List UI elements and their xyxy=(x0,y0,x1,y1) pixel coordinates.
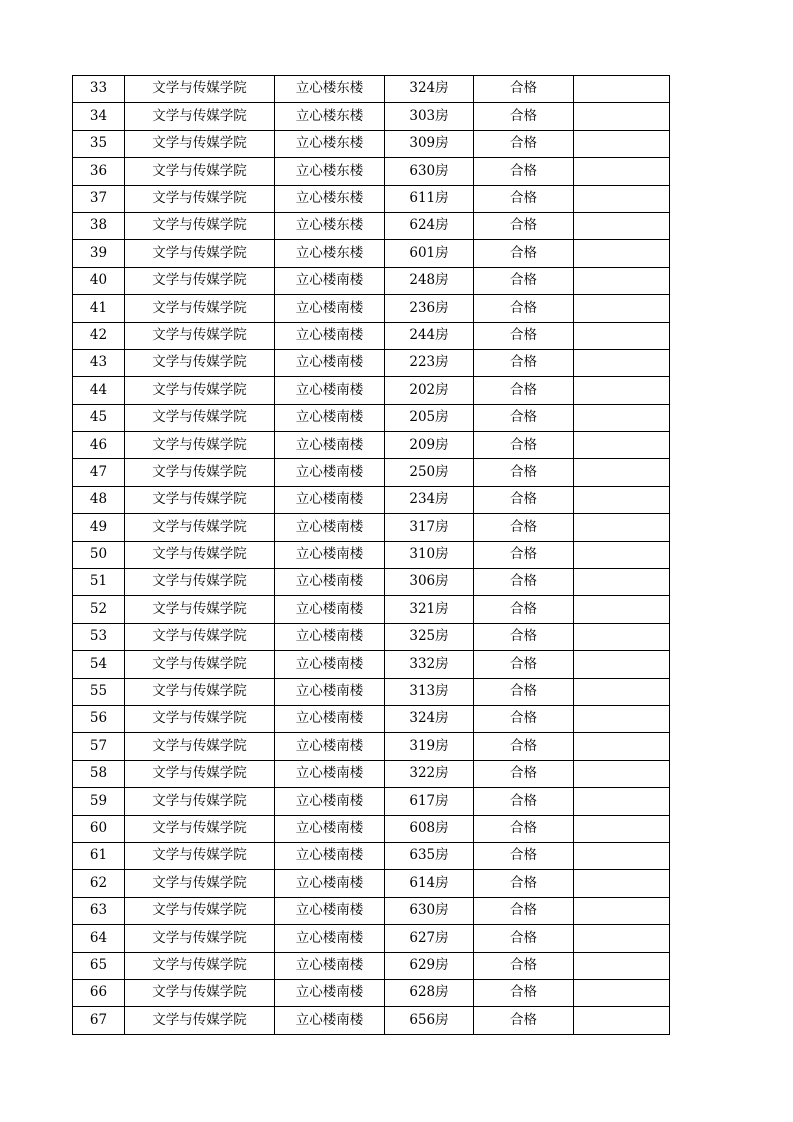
room-cell: 324房 xyxy=(385,705,474,732)
building-cell: 立心楼南楼 xyxy=(275,514,385,541)
remark-cell xyxy=(574,1007,670,1034)
table-row xyxy=(73,541,670,568)
remark-cell xyxy=(574,76,670,103)
table-row xyxy=(73,705,670,732)
result-cell: 合格 xyxy=(474,596,574,623)
table-row xyxy=(73,788,670,815)
remark-cell xyxy=(574,322,670,349)
remark-cell xyxy=(574,267,670,294)
row-number-cell: 49 xyxy=(73,514,125,541)
row-number-cell: 36 xyxy=(73,158,125,185)
room-cell: 234房 xyxy=(385,486,474,513)
building-cell: 立心楼南楼 xyxy=(275,596,385,623)
remark-cell xyxy=(574,212,670,239)
college-cell: 文学与传媒学院 xyxy=(125,596,275,623)
result-cell: 合格 xyxy=(474,952,574,979)
college-cell: 文学与传媒学院 xyxy=(125,459,275,486)
result-cell: 合格 xyxy=(474,185,574,212)
table-row xyxy=(73,76,670,103)
building-cell: 立心楼东楼 xyxy=(275,212,385,239)
result-cell: 合格 xyxy=(474,925,574,952)
room-cell: 209房 xyxy=(385,432,474,459)
room-cell: 309房 xyxy=(385,130,474,157)
building-cell: 立心楼南楼 xyxy=(275,295,385,322)
result-cell: 合格 xyxy=(474,1007,574,1034)
college-cell: 文学与传媒学院 xyxy=(125,240,275,267)
inspection-table xyxy=(72,75,670,1035)
building-cell: 立心楼南楼 xyxy=(275,705,385,732)
result-cell: 合格 xyxy=(474,404,574,431)
result-cell: 合格 xyxy=(474,158,574,185)
college-cell: 文学与传媒学院 xyxy=(125,514,275,541)
college-cell: 文学与传媒学院 xyxy=(125,212,275,239)
result-cell: 合格 xyxy=(474,240,574,267)
row-number-cell: 34 xyxy=(73,103,125,130)
room-cell: 601房 xyxy=(385,240,474,267)
room-cell: 322房 xyxy=(385,760,474,787)
table-row xyxy=(73,377,670,404)
room-cell: 624房 xyxy=(385,212,474,239)
table-row xyxy=(73,952,670,979)
remark-cell xyxy=(574,651,670,678)
remark-cell xyxy=(574,569,670,596)
result-cell: 合格 xyxy=(474,103,574,130)
remark-cell xyxy=(574,788,670,815)
row-number-cell: 45 xyxy=(73,404,125,431)
result-cell: 合格 xyxy=(474,349,574,376)
building-cell: 立心楼南楼 xyxy=(275,842,385,869)
building-cell: 立心楼南楼 xyxy=(275,623,385,650)
building-cell: 立心楼南楼 xyxy=(275,486,385,513)
room-cell: 630房 xyxy=(385,897,474,924)
room-cell: 324房 xyxy=(385,76,474,103)
building-cell: 立心楼南楼 xyxy=(275,432,385,459)
result-cell: 合格 xyxy=(474,514,574,541)
table-row xyxy=(73,432,670,459)
remark-cell xyxy=(574,158,670,185)
building-cell: 立心楼东楼 xyxy=(275,130,385,157)
table-row xyxy=(73,870,670,897)
college-cell: 文学与传媒学院 xyxy=(125,377,275,404)
college-cell: 文学与传媒学院 xyxy=(125,185,275,212)
result-cell: 合格 xyxy=(474,678,574,705)
result-cell: 合格 xyxy=(474,486,574,513)
college-cell: 文学与传媒学院 xyxy=(125,815,275,842)
row-number-cell: 43 xyxy=(73,349,125,376)
building-cell: 立心楼南楼 xyxy=(275,267,385,294)
building-cell: 立心楼南楼 xyxy=(275,322,385,349)
result-cell: 合格 xyxy=(474,733,574,760)
college-cell: 文学与传媒学院 xyxy=(125,705,275,732)
college-cell: 文学与传媒学院 xyxy=(125,925,275,952)
remark-cell xyxy=(574,596,670,623)
result-cell: 合格 xyxy=(474,459,574,486)
college-cell: 文学与传媒学院 xyxy=(125,322,275,349)
college-cell: 文学与传媒学院 xyxy=(125,651,275,678)
room-cell: 236房 xyxy=(385,295,474,322)
table-row xyxy=(73,733,670,760)
remark-cell xyxy=(574,404,670,431)
college-cell: 文学与传媒学院 xyxy=(125,897,275,924)
row-number-cell: 61 xyxy=(73,842,125,869)
row-number-cell: 66 xyxy=(73,979,125,1006)
row-number-cell: 59 xyxy=(73,788,125,815)
row-number-cell: 44 xyxy=(73,377,125,404)
result-cell: 合格 xyxy=(474,705,574,732)
table-row xyxy=(73,897,670,924)
result-cell: 合格 xyxy=(474,322,574,349)
room-cell: 629房 xyxy=(385,952,474,979)
table-row xyxy=(73,295,670,322)
room-cell: 313房 xyxy=(385,678,474,705)
room-cell: 205房 xyxy=(385,404,474,431)
college-cell: 文学与传媒学院 xyxy=(125,569,275,596)
table-row xyxy=(73,349,670,376)
remark-cell xyxy=(574,295,670,322)
building-cell: 立心楼南楼 xyxy=(275,349,385,376)
college-cell: 文学与传媒学院 xyxy=(125,486,275,513)
row-number-cell: 46 xyxy=(73,432,125,459)
remark-cell xyxy=(574,432,670,459)
room-cell: 635房 xyxy=(385,842,474,869)
table-row xyxy=(73,486,670,513)
building-cell: 立心楼南楼 xyxy=(275,678,385,705)
college-cell: 文学与传媒学院 xyxy=(125,623,275,650)
remark-cell xyxy=(574,733,670,760)
college-cell: 文学与传媒学院 xyxy=(125,1007,275,1034)
table-row xyxy=(73,623,670,650)
room-cell: 628房 xyxy=(385,979,474,1006)
building-cell: 立心楼南楼 xyxy=(275,815,385,842)
table-row xyxy=(73,979,670,1006)
result-cell: 合格 xyxy=(474,295,574,322)
remark-cell xyxy=(574,760,670,787)
college-cell: 文学与传媒学院 xyxy=(125,267,275,294)
result-cell: 合格 xyxy=(474,212,574,239)
result-cell: 合格 xyxy=(474,432,574,459)
row-number-cell: 62 xyxy=(73,870,125,897)
college-cell: 文学与传媒学院 xyxy=(125,130,275,157)
row-number-cell: 56 xyxy=(73,705,125,732)
result-cell: 合格 xyxy=(474,979,574,1006)
table-row xyxy=(73,596,670,623)
table-row xyxy=(73,240,670,267)
college-cell: 文学与传媒学院 xyxy=(125,952,275,979)
remark-cell xyxy=(574,705,670,732)
row-number-cell: 48 xyxy=(73,486,125,513)
result-cell: 合格 xyxy=(474,788,574,815)
room-cell: 202房 xyxy=(385,377,474,404)
row-number-cell: 39 xyxy=(73,240,125,267)
college-cell: 文学与传媒学院 xyxy=(125,404,275,431)
room-cell: 630房 xyxy=(385,158,474,185)
result-cell: 合格 xyxy=(474,541,574,568)
college-cell: 文学与传媒学院 xyxy=(125,788,275,815)
row-number-cell: 54 xyxy=(73,651,125,678)
row-number-cell: 38 xyxy=(73,212,125,239)
table-row xyxy=(73,514,670,541)
building-cell: 立心楼南楼 xyxy=(275,404,385,431)
remark-cell xyxy=(574,623,670,650)
table-row xyxy=(73,760,670,787)
building-cell: 立心楼南楼 xyxy=(275,1007,385,1034)
remark-cell xyxy=(574,349,670,376)
college-cell: 文学与传媒学院 xyxy=(125,678,275,705)
building-cell: 立心楼南楼 xyxy=(275,870,385,897)
remark-cell xyxy=(574,897,670,924)
row-number-cell: 47 xyxy=(73,459,125,486)
remark-cell xyxy=(574,952,670,979)
remark-cell xyxy=(574,240,670,267)
remark-cell xyxy=(574,678,670,705)
remark-cell xyxy=(574,541,670,568)
college-cell: 文学与传媒学院 xyxy=(125,979,275,1006)
building-cell: 立心楼南楼 xyxy=(275,897,385,924)
remark-cell xyxy=(574,870,670,897)
room-cell: 303房 xyxy=(385,103,474,130)
row-number-cell: 41 xyxy=(73,295,125,322)
building-cell: 立心楼南楼 xyxy=(275,760,385,787)
result-cell: 合格 xyxy=(474,130,574,157)
row-number-cell: 51 xyxy=(73,569,125,596)
room-cell: 250房 xyxy=(385,459,474,486)
building-cell: 立心楼南楼 xyxy=(275,569,385,596)
table-row xyxy=(73,459,670,486)
remark-cell xyxy=(574,130,670,157)
remark-cell xyxy=(574,185,670,212)
table-row xyxy=(73,404,670,431)
result-cell: 合格 xyxy=(474,870,574,897)
college-cell: 文学与传媒学院 xyxy=(125,103,275,130)
room-cell: 317房 xyxy=(385,514,474,541)
college-cell: 文学与传媒学院 xyxy=(125,295,275,322)
room-cell: 614房 xyxy=(385,870,474,897)
table-body xyxy=(73,76,670,1035)
result-cell: 合格 xyxy=(474,267,574,294)
building-cell: 立心楼南楼 xyxy=(275,377,385,404)
building-cell: 立心楼南楼 xyxy=(275,979,385,1006)
room-cell: 244房 xyxy=(385,322,474,349)
college-cell: 文学与传媒学院 xyxy=(125,76,275,103)
room-cell: 608房 xyxy=(385,815,474,842)
college-cell: 文学与传媒学院 xyxy=(125,842,275,869)
remark-cell xyxy=(574,514,670,541)
result-cell: 合格 xyxy=(474,377,574,404)
room-cell: 332房 xyxy=(385,651,474,678)
room-cell: 656房 xyxy=(385,1007,474,1034)
remark-cell xyxy=(574,979,670,1006)
table-row xyxy=(73,925,670,952)
row-number-cell: 33 xyxy=(73,76,125,103)
room-cell: 319房 xyxy=(385,733,474,760)
row-number-cell: 52 xyxy=(73,596,125,623)
row-number-cell: 57 xyxy=(73,733,125,760)
building-cell: 立心楼东楼 xyxy=(275,76,385,103)
building-cell: 立心楼东楼 xyxy=(275,240,385,267)
row-number-cell: 55 xyxy=(73,678,125,705)
table-row xyxy=(73,815,670,842)
row-number-cell: 37 xyxy=(73,185,125,212)
table-row xyxy=(73,1007,670,1034)
row-number-cell: 65 xyxy=(73,952,125,979)
remark-cell xyxy=(574,486,670,513)
row-number-cell: 64 xyxy=(73,925,125,952)
row-number-cell: 35 xyxy=(73,130,125,157)
college-cell: 文学与传媒学院 xyxy=(125,541,275,568)
building-cell: 立心楼东楼 xyxy=(275,103,385,130)
table-row xyxy=(73,678,670,705)
building-cell: 立心楼南楼 xyxy=(275,651,385,678)
remark-cell xyxy=(574,377,670,404)
table-row xyxy=(73,158,670,185)
row-number-cell: 58 xyxy=(73,760,125,787)
result-cell: 合格 xyxy=(474,897,574,924)
college-cell: 文学与传媒学院 xyxy=(125,870,275,897)
table-row xyxy=(73,103,670,130)
result-cell: 合格 xyxy=(474,651,574,678)
room-cell: 248房 xyxy=(385,267,474,294)
building-cell: 立心楼东楼 xyxy=(275,185,385,212)
room-cell: 310房 xyxy=(385,541,474,568)
table-row xyxy=(73,130,670,157)
college-cell: 文学与传媒学院 xyxy=(125,158,275,185)
college-cell: 文学与传媒学院 xyxy=(125,432,275,459)
college-cell: 文学与传媒学院 xyxy=(125,733,275,760)
building-cell: 立心楼南楼 xyxy=(275,459,385,486)
result-cell: 合格 xyxy=(474,623,574,650)
room-cell: 325房 xyxy=(385,623,474,650)
building-cell: 立心楼南楼 xyxy=(275,788,385,815)
row-number-cell: 60 xyxy=(73,815,125,842)
building-cell: 立心楼南楼 xyxy=(275,925,385,952)
result-cell: 合格 xyxy=(474,842,574,869)
table-row xyxy=(73,267,670,294)
room-cell: 617房 xyxy=(385,788,474,815)
row-number-cell: 67 xyxy=(73,1007,125,1034)
remark-cell xyxy=(574,103,670,130)
room-cell: 321房 xyxy=(385,596,474,623)
building-cell: 立心楼南楼 xyxy=(275,733,385,760)
remark-cell xyxy=(574,459,670,486)
building-cell: 立心楼南楼 xyxy=(275,952,385,979)
table-row xyxy=(73,569,670,596)
result-cell: 合格 xyxy=(474,569,574,596)
remark-cell xyxy=(574,815,670,842)
result-cell: 合格 xyxy=(474,760,574,787)
room-cell: 306房 xyxy=(385,569,474,596)
table-row xyxy=(73,185,670,212)
table-row xyxy=(73,212,670,239)
college-cell: 文学与传媒学院 xyxy=(125,349,275,376)
row-number-cell: 63 xyxy=(73,897,125,924)
row-number-cell: 53 xyxy=(73,623,125,650)
table-row xyxy=(73,842,670,869)
college-cell: 文学与传媒学院 xyxy=(125,760,275,787)
building-cell: 立心楼南楼 xyxy=(275,541,385,568)
row-number-cell: 50 xyxy=(73,541,125,568)
room-cell: 627房 xyxy=(385,925,474,952)
result-cell: 合格 xyxy=(474,76,574,103)
building-cell: 立心楼东楼 xyxy=(275,158,385,185)
row-number-cell: 40 xyxy=(73,267,125,294)
result-cell: 合格 xyxy=(474,815,574,842)
table-row xyxy=(73,322,670,349)
row-number-cell: 42 xyxy=(73,322,125,349)
remark-cell xyxy=(574,842,670,869)
table-row xyxy=(73,651,670,678)
room-cell: 611房 xyxy=(385,185,474,212)
room-cell: 223房 xyxy=(385,349,474,376)
remark-cell xyxy=(574,925,670,952)
